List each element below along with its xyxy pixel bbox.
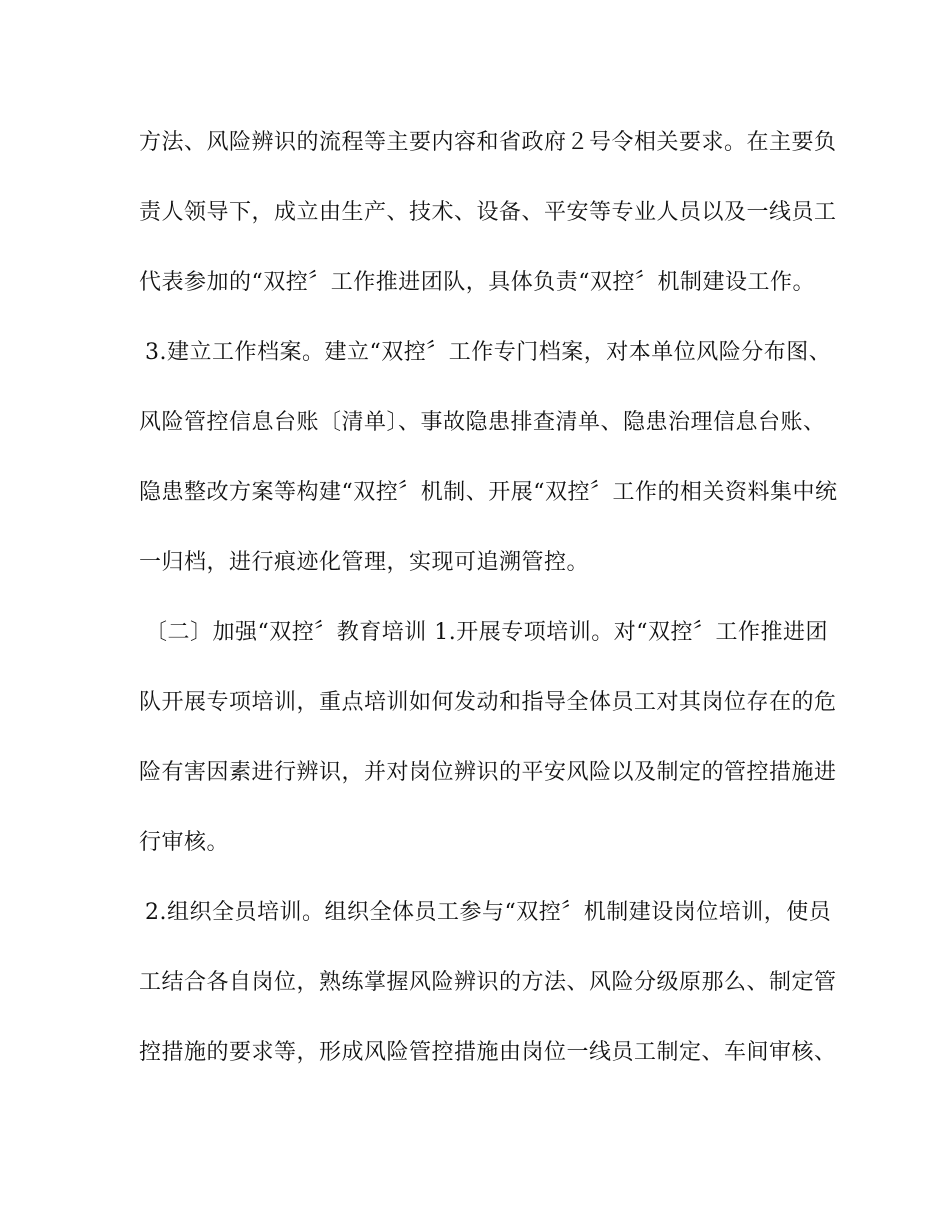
text-line: 一归档，进行痕迹化管理，实现可追溯管控。 [139,550,590,575]
text-line: 控措施的要求等，形成风险管控措施由岗位一线员工制定、车间审核、 [139,1040,837,1065]
text-line: 方法、风险辨识的流程等主要内容和省政府２号令相关要求。在主要负 [139,130,837,155]
text-line: 3.建立工作档案。建立“双控〞工作专门档案，对本单位风险分布图、 [145,340,832,365]
text-line: 隐患整改方案等构建“双控〞机制、开展“双控〞工作的相关资料集中统 [139,480,838,505]
text-line: 代表参加的“双控〞工作推进团队，具体负责“双控〞机制建设工作。 [139,270,815,295]
text-line: 责人领导下，成立由生产、技术、设备、平安等专业人员以及一线员工 [139,200,837,225]
text-line: 2.组织全员培训。组织全体员工参与“双控〞机制建设岗位培训，使员 [145,900,832,925]
text-line: 工结合各自岗位，熟练掌握风险辨识的方法、风险分级原那么、制定管 [139,970,837,995]
text-line: 风险管控信息台账〔清单〕、事故隐患排查清单、隐患治理信息台账、 [139,410,826,435]
text-line: 〔二〕加强“双控〞教育培训 1.开展专项培训。对“双控〞工作推进团 [145,620,828,645]
text-line: 队开展专项培训，重点培训如何发动和指导全体员工对其岗位存在的危 [139,690,837,715]
text-line: 险有害因素进行辨识，并对岗位辨识的平安风险以及制定的管控措施进 [139,760,837,785]
text-line: 行审核。 [139,830,230,855]
